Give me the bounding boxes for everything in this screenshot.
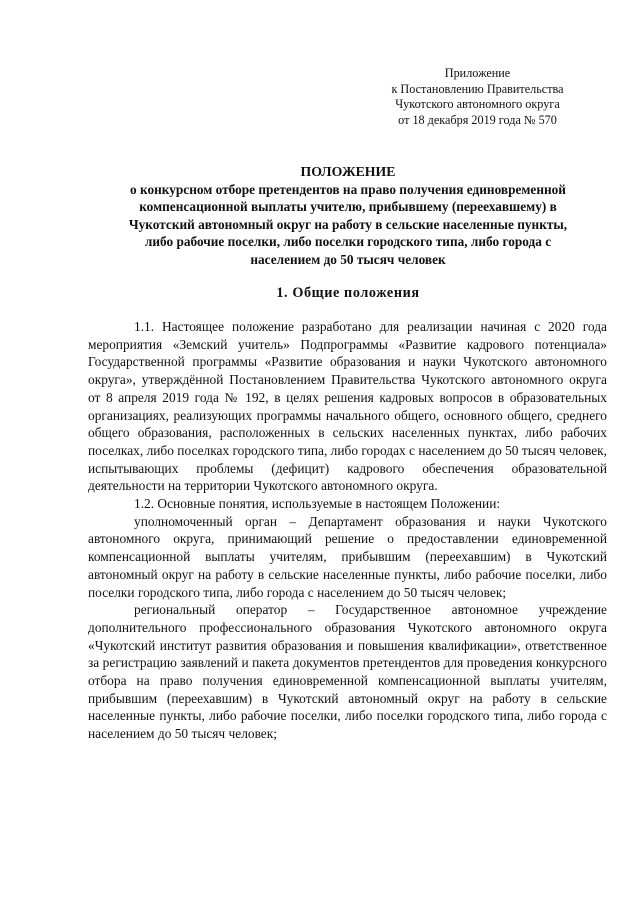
title-line: либо рабочие поселки, либо поселки городского типа, либо города с: [144, 234, 552, 249]
title-line: компенсационной выплаты учителю, прибывшему (переехавшему) в: [139, 199, 557, 214]
appendix-line: к Постановлению Правительства: [391, 81, 564, 96]
appendix-header: [370, 66, 585, 128]
title-line: Чукотский автономный округ на работу в сельские населенные пункты,: [128, 216, 568, 232]
title-line: о конкурсном отборе претендентов на право получения единовременной: [130, 181, 566, 197]
appendix-line: Чукотского автономного округа: [395, 97, 560, 111]
document-body: [88, 318, 607, 743]
section-heading: 1. Общие положения: [276, 285, 420, 301]
definition-regional-operator: региональный оператор – Государственное автономное учреждение дополнительного профессионального образования Чукотского автономного округа «Чукотский институт развития образования и повышения квалификации», ответственное за регистрацию заявлений и пакета документов претендентов для проведения конкурсного отбора на право получения единовременной компенсационной выплаты учителям, прибывшим (переехавшим) в Чукотский автономный округ на работу в сельские населенные пункты, либо рабочие поселки, либо поселки городского типа, либо города с населением до 50 тысяч человек;: [88, 602, 607, 742]
paragraph-1-2: 1.2. Основные понятия, используемые в настоящем Положении:: [134, 496, 501, 512]
definition-authorized-body: уполномоченный орган – Департамент образования и науки Чукотского автономного округа, принимающий решение о предоставлении единовременной компенсационной выплаты учителям, прибывшим (переехавшим) в Чукотский автономный округ на работу в сельские населенные пункты, либо рабочие поселки, либо поселки городского типа, либо города с населением до 50 тысяч человек;: [88, 513, 607, 600]
title-main: ПОЛОЖЕНИЕ: [300, 164, 396, 179]
document-title: [88, 163, 608, 268]
paragraph-1-1: 1.1. Настоящее положение разработано для реализации начиная с 2020 года мероприятия «Земский учитель» Подпрограммы «Развитие кадрового потенциала» Государственной программы «Развитие образования и науки Чукотского автономного округа», утверждённой Постановлением Правительства Чукотского автономного округа от 8 апреля 2019 года № 192, в целях решения кадровых вопросов в образовательных организациях, реализующих программы начального общего, основного общего, среднего общего образования, расположенных в сельских населенных пунктах, либо рабочих поселках, либо поселках городского типа, либо городах с населением до 50 тысяч человек, испытывающих проблемы (дефицит) кадрового обеспечения образовательной деятельности на территории Чукотского автономного округа.: [88, 319, 607, 494]
title-line: населением до 50 тысяч человек: [250, 251, 446, 267]
appendix-line: от 18 декабря 2019 года № 570: [398, 112, 557, 127]
appendix-line: Приложение: [444, 66, 511, 80]
